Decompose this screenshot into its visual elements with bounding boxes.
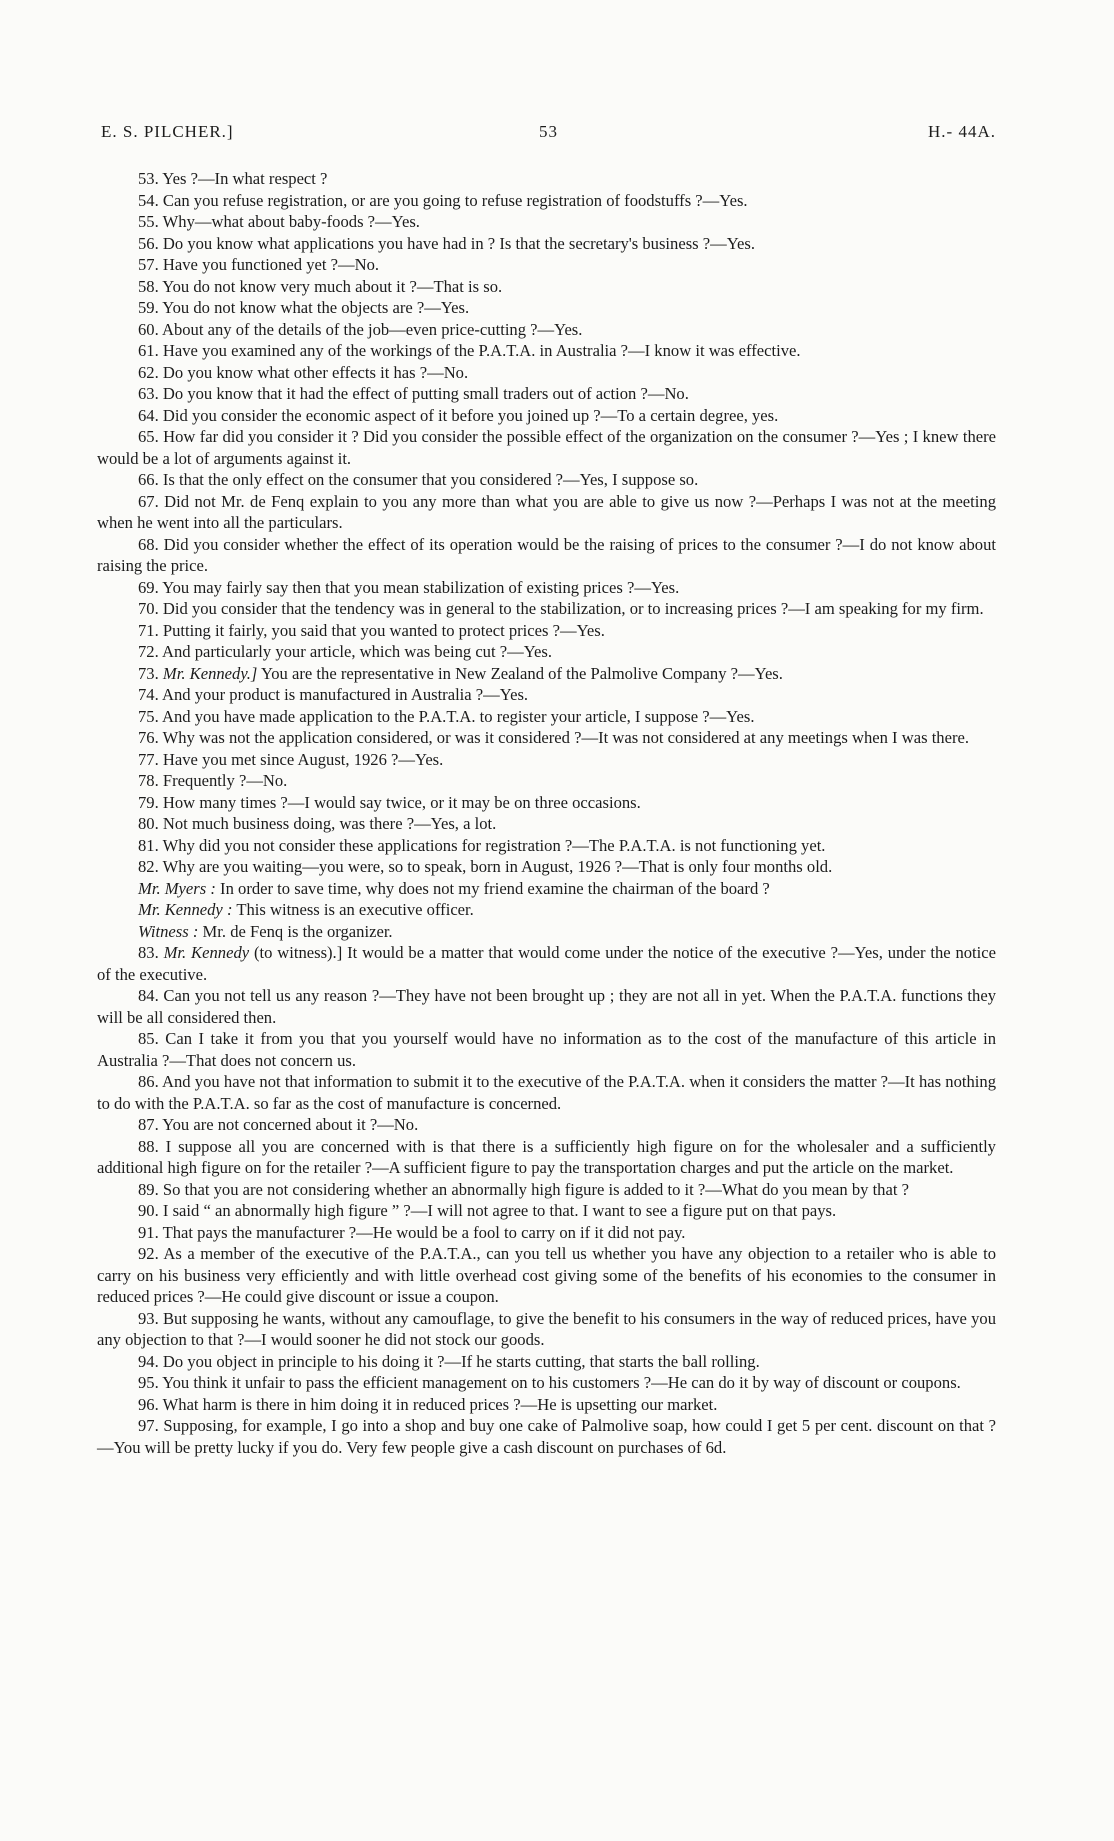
paragraph-text: That pays the manufacturer ?—He would be a fool to carry on if it did not pay. xyxy=(162,1222,686,1242)
paragraph xyxy=(97,1415,996,1458)
paragraph xyxy=(97,211,996,233)
paragraph-text: Do you know what other effects it has ?—No. xyxy=(162,362,469,382)
question-number: 76. xyxy=(138,728,159,747)
paragraph-text: Did not Mr. de Fenq explain to you any more than what you are able to give us now ?—Perhaps I was not at the meeting when he went into all the particulars. xyxy=(97,491,996,532)
paragraph xyxy=(97,297,996,319)
paragraph xyxy=(97,835,996,857)
question-number: 55. xyxy=(138,212,159,231)
question-number: 69. xyxy=(138,577,159,597)
page-number: 53 xyxy=(539,122,558,141)
paragraph-text: In order to save time, why does not my friend examine the chairman of the board ? xyxy=(220,878,770,898)
paragraph xyxy=(97,792,996,814)
paragraph-text: As a member of the executive of the P.A.T.A., can you tell us whether you have any objection to a retailer who is able to carry on his business very efficiently and with little overhead cost giving some of the benefits of his economies to the consumer in reduced prices ?—He could give discount or issue a coupon. xyxy=(97,1244,996,1306)
paragraph xyxy=(97,1243,996,1308)
page-header xyxy=(101,122,996,150)
question-number: 86. xyxy=(138,1072,159,1091)
question-number: 83. xyxy=(138,943,159,962)
paragraph xyxy=(97,491,996,534)
paragraph-text: How far did you consider it ? Did you consider the possible effect of the organization on the consumer ?—Yes ; I knew there would be a lot of arguments against it. xyxy=(97,427,996,468)
question-number: 80. xyxy=(138,814,159,833)
paragraph xyxy=(97,921,996,943)
paragraph-text: Can you refuse registration, or are you going to refuse registration of foodstuffs ?—Yes. xyxy=(162,190,748,210)
question-number: 73. xyxy=(138,663,159,683)
paragraph-text: Not much business doing, was there ?—Yes, a lot. xyxy=(162,814,497,833)
question-number: 54. xyxy=(138,190,159,210)
header-paper-reference: H.- 44A. xyxy=(928,122,996,141)
question-number: 88. xyxy=(138,1136,159,1156)
speaker-name: Mr. Kennedy.] xyxy=(162,663,258,683)
paragraph xyxy=(97,1179,996,1201)
paragraph-text: You do not know very much about it ?—That is so. xyxy=(162,276,503,296)
paragraph xyxy=(97,469,996,491)
question-number: 58. xyxy=(138,276,159,296)
paragraph xyxy=(97,426,996,469)
question-number: 89. xyxy=(138,1179,159,1199)
question-number: 90. xyxy=(138,1201,159,1220)
paragraph xyxy=(97,942,996,985)
paragraph-text: Mr. de Fenq is the organizer. xyxy=(202,921,393,941)
paragraph-text: What harm is there in him doing it in reduced prices ?—He is upsetting our market. xyxy=(162,1394,718,1414)
paragraph-text: And you have made application to the P.A.T.A. to register your article, I suppose ?—Yes. xyxy=(161,706,755,726)
paragraph-text: Did you consider whether the effect of its operation would be the raising of prices to the consumer ?—I do not know about raising the price. xyxy=(97,534,996,575)
paragraph xyxy=(97,1222,996,1244)
question-number: 87. xyxy=(138,1115,159,1134)
paragraph-text: Have you functioned yet ?—No. xyxy=(162,255,380,274)
question-number: 60. xyxy=(138,319,159,339)
paragraph xyxy=(97,684,996,706)
paragraph-text: Why was not the application considered, or was it considered ?—It was not considered at any meetings when I was there. xyxy=(162,728,970,747)
question-number: 53. xyxy=(138,169,159,188)
paragraph xyxy=(97,362,996,384)
paragraph xyxy=(97,233,996,255)
paragraph xyxy=(97,663,996,685)
question-number: 64. xyxy=(138,405,159,425)
paragraph xyxy=(97,168,996,190)
question-number: 63. xyxy=(138,384,159,403)
question-number: 96. xyxy=(138,1394,159,1414)
question-number: 74. xyxy=(138,685,159,704)
header-witness-name: E. S. PILCHER.] xyxy=(101,122,234,141)
paragraph-text: About any of the details of the job—even price-cutting ?—Yes. xyxy=(161,319,583,339)
paragraph-text: How many times ?—I would say twice, or it may be on three occasions. xyxy=(162,792,641,812)
paragraph xyxy=(97,856,996,878)
question-number: 71. xyxy=(138,620,159,640)
paragraph xyxy=(97,319,996,341)
question-number: 93. xyxy=(138,1308,159,1328)
paragraph xyxy=(97,405,996,427)
paragraph xyxy=(97,534,996,577)
question-number: 92. xyxy=(138,1244,159,1263)
paragraph-text: Do you object in principle to his doing it ?—If he starts cutting, that starts the ball rolling. xyxy=(162,1351,760,1371)
question-number: 81. xyxy=(138,835,159,855)
question-number: 59. xyxy=(138,298,159,317)
paragraph xyxy=(97,254,996,276)
question-number: 84. xyxy=(138,986,159,1005)
paragraph-text: And your product is manufactured in Australia ?—Yes. xyxy=(161,685,529,704)
paragraph xyxy=(97,340,996,362)
paragraph xyxy=(97,1200,996,1222)
question-number: 61. xyxy=(138,341,159,360)
paragraph-text: Have you met since August, 1926 ?—Yes. xyxy=(162,749,444,769)
paragraph-text: You are the representative in New Zealand of the Palmolive Company ?—Yes. xyxy=(260,663,783,683)
paragraph xyxy=(97,813,996,835)
question-number: 77. xyxy=(138,749,159,769)
paragraph xyxy=(97,383,996,405)
paragraph-text: Do you know what applications you have had in ? Is that the secretary's business ?—Yes. xyxy=(162,233,756,253)
paragraph-text: Can I take it from you that you yourself would have no information as to the cost of the manufacture of this article in Australia ?—That does not concern us. xyxy=(97,1029,996,1070)
question-number: 65. xyxy=(138,427,159,446)
paragraph xyxy=(97,1071,996,1114)
paragraph-text: You may fairly say then that you mean stabilization of existing prices ?—Yes. xyxy=(162,577,680,597)
question-number: 57. xyxy=(138,255,159,274)
paragraph-text: Do you know that it had the effect of putting small traders out of action ?—No. xyxy=(162,384,689,403)
question-number: 75. xyxy=(138,706,159,726)
paragraph-text: Frequently ?—No. xyxy=(162,771,288,790)
paragraph-text: You do not know what the objects are ?—Yes. xyxy=(162,298,470,317)
paragraph-text: Is that the only effect on the consumer that you considered ?—Yes, I suppose so. xyxy=(162,470,699,489)
paragraph xyxy=(97,598,996,620)
paragraph-text: Have you examined any of the workings of the P.A.T.A. in Australia ?—I know it was effective. xyxy=(162,341,801,360)
question-number: 72. xyxy=(138,642,159,661)
paragraph-text: You think it unfair to pass the efficient management on to his customers ?—He can do it by way of discount or coupons. xyxy=(162,1373,961,1392)
paragraph xyxy=(97,1028,996,1071)
question-number: 82. xyxy=(138,857,159,876)
paragraph-text: But supposing he wants, without any camouflage, to give the benefit to his consumers in the way of reduced prices, have you any objection to that ?—I would sooner he did not stock our goods. xyxy=(97,1308,996,1349)
paragraph-text: Supposing, for example, I go into a shop and buy one cake of Palmolive soap, how could I get 5 per cent. discount on that ?—You will be pretty lucky if you do. Very few people give a cash discount on purchases of 6d. xyxy=(97,1416,996,1457)
question-number: 95. xyxy=(138,1373,159,1392)
speaker-name: Mr. Kennedy : xyxy=(138,900,233,919)
paragraph xyxy=(97,1308,996,1351)
paragraph xyxy=(97,190,996,212)
paragraph xyxy=(97,1136,996,1179)
question-number: 85. xyxy=(138,1029,159,1048)
paragraph xyxy=(97,706,996,728)
question-number: 94. xyxy=(138,1351,159,1371)
paragraph-text: I suppose all you are concerned with is that there is a sufficiently high figure on for the wholesaler and a sufficiently additional high figure on for the retailer ?—A sufficient figure to pay the transportation charges and put the article on the market. xyxy=(97,1136,996,1177)
paragraph xyxy=(97,620,996,642)
paragraph xyxy=(97,770,996,792)
question-number: 79. xyxy=(138,792,159,812)
question-number: 56. xyxy=(138,233,159,253)
paragraph-text: Did you consider that the tendency was in general to the stabilization, or to increasing prices ?—I am speaking for my firm. xyxy=(162,599,984,618)
question-number: 62. xyxy=(138,362,159,382)
paragraph-text: So that you are not considering whether an abnormally high figure is added to it ?—What do you mean by that ? xyxy=(162,1179,909,1199)
question-number: 67. xyxy=(138,491,159,511)
question-number: 97. xyxy=(138,1416,159,1435)
paragraph xyxy=(97,1394,996,1416)
paragraph-text: Putting it fairly, you said that you wanted to protect prices ?—Yes. xyxy=(162,620,605,640)
question-number: 91. xyxy=(138,1222,159,1242)
paragraph xyxy=(97,878,996,900)
paragraph-text: Did you consider the economic aspect of it before you joined up ?—To a certain degree, yes. xyxy=(162,405,779,425)
paragraph xyxy=(97,1114,996,1136)
paragraph xyxy=(97,1351,996,1373)
paragraph-text: (to witness).] It would be a matter that would come under the notice of the executive ?—Yes, under the notice of the executive. xyxy=(97,943,996,984)
question-number: 70. xyxy=(138,599,159,618)
speaker-name: Mr. Myers : xyxy=(138,878,216,898)
question-number: 78. xyxy=(138,771,159,790)
paragraph xyxy=(97,641,996,663)
paragraph xyxy=(97,276,996,298)
speaker-name: Witness : xyxy=(138,921,199,941)
paragraph-text: This witness is an executive officer. xyxy=(236,900,474,919)
speaker-name: Mr. Kennedy xyxy=(163,943,250,962)
paragraph xyxy=(97,1372,996,1394)
document-body xyxy=(97,168,996,1458)
paragraph-text: And particularly your article, which was being cut ?—Yes. xyxy=(161,642,552,661)
paragraph xyxy=(97,749,996,771)
paragraph xyxy=(97,577,996,599)
question-number: 68. xyxy=(138,534,159,554)
question-number: 66. xyxy=(138,470,159,489)
paragraph-text: Yes ?—In what respect ? xyxy=(162,169,328,188)
paragraph-text: Can you not tell us any reason ?—They have not been brought up ; they are not all in yet. When the P.A.T.A. functions they will be all considered then. xyxy=(97,986,996,1027)
paragraph-text: And you have not that information to submit it to the executive of the P.A.T.A. when it considers the matter ?—It has nothing to do with the P.A.T.A. so far as the cost of manufacture is concerned. xyxy=(97,1072,996,1113)
paragraph xyxy=(97,985,996,1028)
paragraph-text: I said “ an abnormally high figure ” ?—I will not agree to that. I want to see a figure put on that pays. xyxy=(162,1201,837,1220)
paragraph xyxy=(97,899,996,921)
paragraph-text: Why—what about baby-foods ?—Yes. xyxy=(162,212,420,231)
paragraph-text: Why did you not consider these applications for registration ?—The P.A.T.A. is not functioning yet. xyxy=(162,835,826,855)
paragraph-text: You are not concerned about it ?—No. xyxy=(162,1115,419,1134)
paragraph xyxy=(97,727,996,749)
paragraph-text: Why are you waiting—you were, so to speak, born in August, 1926 ?—That is only four months old. xyxy=(162,857,833,876)
